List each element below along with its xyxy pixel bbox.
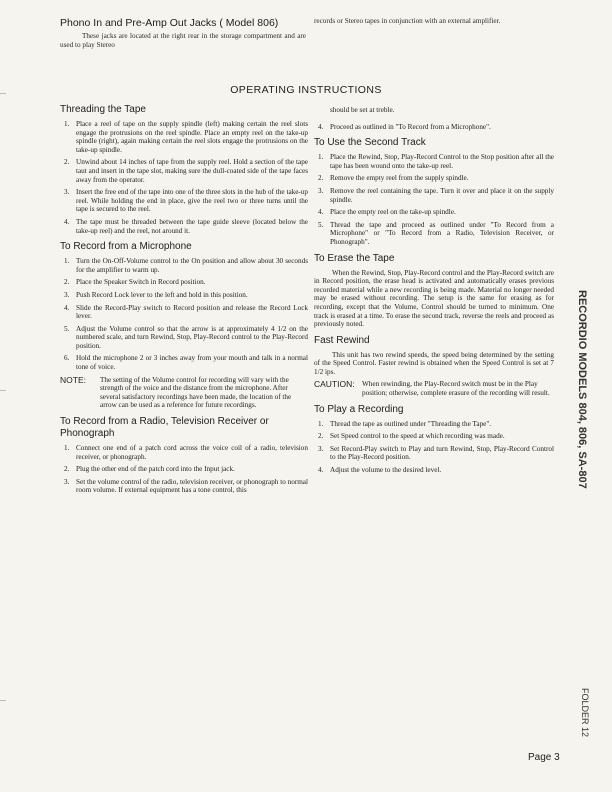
radio-title: To Record from a Radio, Television Receiver or Phonograph <box>60 416 269 440</box>
second-track-title: To Use the Second Track <box>314 137 426 149</box>
binder-mark <box>0 390 6 391</box>
erase-title: To Erase the Tape <box>314 252 395 264</box>
folder-label: FOLDER 12 <box>580 688 590 738</box>
list-item: 1. Thread the tape as outlined under "Threading the Tape". <box>318 419 492 428</box>
list-item: 2. Set Speed control to the speed at which recording was made. <box>318 432 505 441</box>
main-heading: OPERATING INSTRUCTIONS <box>230 84 382 96</box>
list-item: 1. Connect one end of a patch cord across the voice coil of a radio, television receiver, or phonograph. <box>64 444 308 461</box>
list-item: 5. Adjust the Volume control so that the arrow is at approximately 4 1/2 on the numbered scale, and turn Rewind, Stop, Play-Record control to the Play-Record position. <box>64 324 308 350</box>
list-item: 3. Set the volume control of the radio, television receiver, or phonograph to normal room volume. If external equipment has a tone control, this <box>64 477 308 495</box>
list-item: 1. Place the Rewind, Stop, Play-Record Control to the Stop position after all the tape has been wound onto the take-up reel. <box>318 153 554 170</box>
list-item: 4. Slide the Record-Play switch to Record position and release the Record Lock lever. <box>64 303 308 321</box>
microphone-list <box>60 257 308 372</box>
header-right-text: records or Stereo tapes in conjunction with an external amplifier. <box>314 17 501 25</box>
header-title: Phono In and Pre-Amp Out Jacks ( Model 806) <box>60 17 279 29</box>
list-item: 6. Hold the microphone 2 or 3 inches away from your mouth and talk in a normal tone of voice. <box>64 354 308 372</box>
models-line-1: RECORDIO MODELS <box>576 290 588 400</box>
list-item: 2. Unwind about 14 inches of tape from the supply reel. Hold a section of the tape taut and insert in the tape slot, making sure the dull-coated side of the tape faces away from the operator. <box>64 158 308 184</box>
list-item: 4. Place the empty reel on the take-up spindle. <box>318 208 456 217</box>
rewind-title: Fast Rewind <box>314 334 370 346</box>
note-block <box>60 376 308 410</box>
continuation-text: should be set at treble. <box>330 106 395 114</box>
list-item: 3. Set Record-Play switch to Play and turn Rewind, Stop, Play-Record Control to the Play-Record position. <box>318 444 554 462</box>
list-item: 4. The tape must be threaded between the tape guide sleeve (located below the take-up reel) and the reel, not around it. <box>64 217 308 235</box>
play-title: To Play a Recording <box>314 403 404 415</box>
caution-label: CAUTION: <box>314 379 355 390</box>
list-item: 4. Proceed as outlined in "To Record from a Microphone". <box>318 122 491 131</box>
note-text: The setting of the Volume control for recording will vary with the strength of the voice and the distance from the microphone. After several satisfactory recordings have been made, the location of the arrow can be used as a reference for future recordings. <box>100 375 292 410</box>
list-item: 4. Adjust the volume to the desired level. <box>318 466 442 475</box>
binder-mark <box>0 93 6 94</box>
header-left-text: These jacks are located at the right rear in the storage compartment and are used to play Stereo <box>60 32 306 49</box>
list-item: 3. Push Record Lock lever to the left and hold in this position. <box>64 290 248 299</box>
list-item: 3. Insert the free end of the tape into one of the three slots in the hub of the take-up reel. While holding the end in place, give the reel two or three turns until the tape is secured to the reel. <box>64 188 308 214</box>
left-column <box>60 104 308 499</box>
caution-block <box>314 380 554 397</box>
note-label: NOTE: <box>60 374 86 385</box>
binder-mark <box>0 700 6 701</box>
second-track-list <box>314 153 554 246</box>
radio-list <box>60 444 308 495</box>
list-item: 2. Plug the other end of the patch cord into the Input jack. <box>64 465 235 474</box>
list-item: 1. Place a reel of tape on the supply spindle (left) making certain the reel slots engage the protrusions on the reel spindle. Place an empty reel on the take-up spindle (right), again making certain the reel slots engage the protrusions on the take-up spindle. <box>64 120 308 154</box>
right-column <box>314 106 554 479</box>
microphone-title: To Record from a Microphone <box>60 241 192 253</box>
play-list <box>314 420 554 475</box>
page-number: Page 3 <box>528 752 560 763</box>
erase-text: When the Rewind, Stop, Play-Record control and the Play-Record switch are in Record position, the erase head is activated and automatically erases previous recorded material while a new recording is being made. Material no longer needed may be erased without recording. The setup is the same for erasing as for recording, except that the Volume, Control should be turned to minimum. One track is erased at a time. To erase the second track, reverse the reels and proceed as previously noted. <box>314 268 554 329</box>
caution-text: When rewinding, the Play-Record switch must be in the Play position; otherwise, complete erasure of the recording will result. <box>362 380 550 398</box>
list-item: 5. Thread the tape and proceed as outlined under "To Record from a Microphone" or "To Record from a Radio, Television Receiver, or Phonograph". <box>318 220 554 246</box>
models-line-2: 804, 806, SA-807 <box>576 402 588 489</box>
models-label <box>576 290 588 489</box>
list-item: 3. Remove the reel containing the tape. Turn it over and place it on the supply spindle. <box>318 186 554 204</box>
threading-title: Threading the Tape <box>60 104 146 115</box>
list-item: 1. Turn the On-Off-Volume control to the On position and allow about 30 seconds for the amplifier to warm up. <box>64 257 308 274</box>
rewind-text: This unit has two rewind speeds, the speed being determined by the setting of the Speed Control. Faster rewind is obtained when the Speed Control is set at 7 1/2 ips. <box>314 350 554 376</box>
threading-list <box>60 120 308 235</box>
list-item: 2. Place the Speaker Switch in Record position. <box>64 278 206 287</box>
list-item: 2. Remove the empty reel from the supply spindle. <box>318 174 469 183</box>
